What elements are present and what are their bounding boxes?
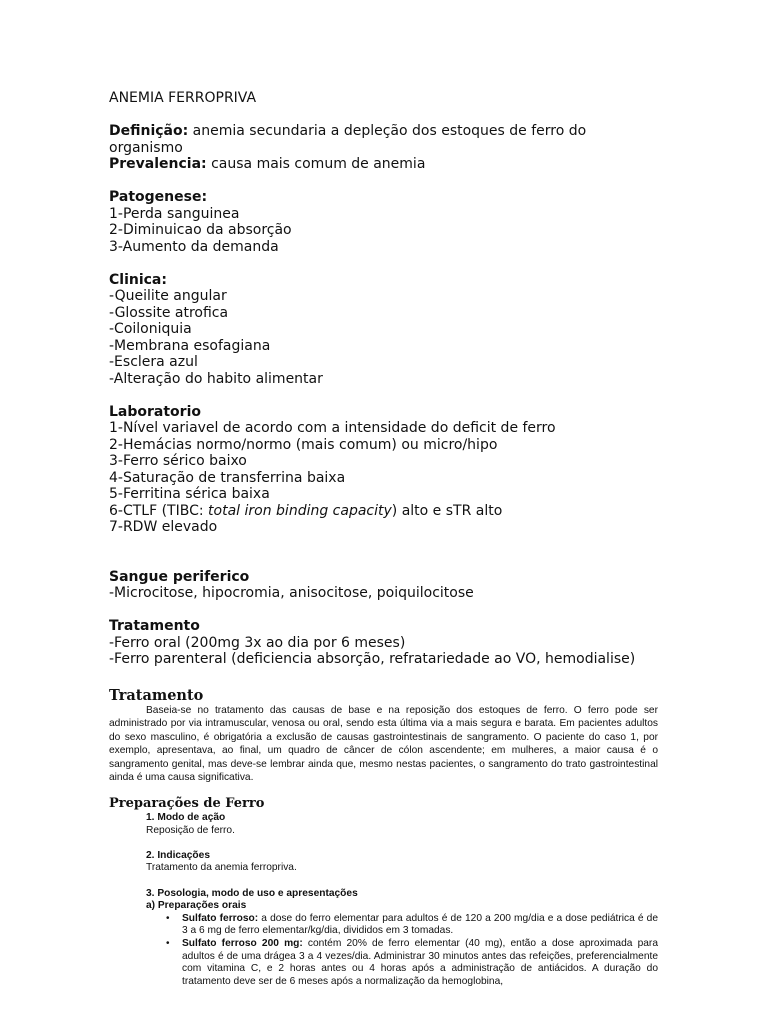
laboratorio-item: 5-Ferritina sérica baixa: [109, 486, 270, 502]
posologia-heading: 3. Posologia, modo de uso e apresentações: [146, 887, 358, 899]
tratamento-item: -Ferro oral (200mg 3x ao dia por 6 meses): [109, 634, 406, 651]
prevalencia-text: causa mais comum de anemia: [206, 156, 426, 172]
document-title: ANEMIA FERROPRIVA: [109, 90, 257, 106]
tratamento-heading: Tratamento: [109, 618, 200, 634]
clinica-item: -Membrana esofagiana: [109, 337, 271, 354]
clinica-item: -Esclera azul: [109, 354, 198, 370]
prevalencia-line: [109, 156, 729, 173]
sulfato-ferroso-text: a dose do ferro elementar para adultos é de 120 a 200 mg/dia e a dose pediátrica é de 3 a 6 mg de ferro elementar/kg/dia, divididos em 3 tomadas.: [182, 912, 658, 937]
preparacoes-orais-heading: a) Preparações orais: [146, 900, 247, 912]
clinica-item: -Queilite angular: [109, 288, 227, 304]
tratamento-section-title: Tratamento: [109, 687, 204, 704]
patogenese-item: 2-Diminuicao da absorção: [109, 222, 292, 238]
preparacoes-title: Preparações de Ferro: [109, 796, 265, 811]
laboratorio-item: 4-Saturação de transferrina baixa: [109, 469, 346, 486]
list-item: [146, 913, 658, 938]
modo-acao-heading: 1. Modo de ação: [146, 812, 226, 823]
sulfato-ferroso-200-text: contém 20% de ferro elementar (40 mg), então a dose aproximada para adultos é de uma drágea 3 a 4 vezes/dia. Administrar 30 minutos antes das refeições, preferencialmente com vitamina C, e 2 horas antes ou 4 horas após a administração de antiácidos. A duração do tratamento deve ser de 6 meses após a normalização da hemoglobina,: [182, 937, 658, 987]
clinica-item: -Glossite atrofica: [109, 304, 229, 321]
laboratorio-item: 1-Nível variavel de acordo com a intensidade do deficit de ferro: [109, 420, 556, 436]
tratamento-item: -Ferro parenteral (deficiencia absorção, refratariedade ao VO, hemodialise): [109, 651, 636, 667]
bullet-icon: •: [166, 912, 170, 924]
sangue-heading: Sangue periferico: [109, 568, 250, 585]
definicao-text-continued: organismo: [109, 139, 183, 156]
definicao-line: [109, 123, 729, 140]
summary-section: [109, 90, 729, 668]
sulfato-ferroso-200-label: Sulfato ferroso 200 mg:: [182, 937, 303, 949]
patogenese-item: 1-Perda sanguinea: [109, 205, 240, 222]
definicao-label: Definição:: [109, 123, 189, 139]
modo-acao-text: Reposição de ferro.: [146, 824, 235, 836]
preparacoes-list: [146, 812, 658, 988]
indicacoes-heading: 2. Indicações: [146, 849, 210, 861]
ctlf-prefix: 6-CTLF (TIBC:: [109, 502, 209, 519]
indicacoes-text: Tratamento da anemia ferropriva.: [146, 862, 297, 874]
clinica-item: -Coiloniquia: [109, 321, 192, 337]
laboratorio-item: 3-Ferro sérico baixo: [109, 453, 247, 469]
patogenese-heading: Patogenese:: [109, 189, 208, 205]
prevalencia-label: Prevalencia:: [109, 156, 207, 172]
bullet-icon: •: [166, 937, 170, 949]
laboratorio-item: 7-RDW elevado: [109, 519, 218, 535]
definicao-text: anemia secundaria a depleção dos estoques de ferro do: [188, 123, 587, 139]
sulfato-ferroso-label: Sulfato ferroso:: [182, 912, 259, 924]
list-item: [146, 938, 658, 988]
sangue-text: -Microcitose, hipocromia, anisocitose, poiquilocitose: [109, 585, 474, 601]
ctlf-italic-term: total iron binding capacity: [208, 502, 392, 519]
clinica-heading: Clinica:: [109, 271, 167, 288]
laboratorio-item-ctlf: [109, 503, 729, 520]
clinica-item: -Alteração do habito alimentar: [109, 370, 323, 387]
ctlf-suffix: ) alto e sTR alto: [391, 502, 503, 519]
laboratorio-heading: Laboratorio: [109, 403, 201, 420]
laboratorio-item: 2-Hemácias normo/normo (mais comum) ou micro/hipo: [109, 436, 498, 453]
tratamento-paragraph: Baseia-se no tratamento das causas de base e na reposição dos estoques de ferro. O ferro pode ser administrado por via intramuscular, venosa ou oral, sendo esta última via a mais segura e barata. Em pacientes adultos do sexo masculino, é obrigatória a exclusão de causas gastrointestinais de sangramento. O paciente do caso 1, por exemplo, apresentava, ao final, um quadro de câncer de cólon ascendente; em mulheres, a maior causa é o sangramento genital, mas deve-se lembrar ainda que, mesmo nestas pacientes, o sangramento do trato gastrointestinal ainda é uma causa significativa.: [109, 705, 658, 784]
patogenese-item: 3-Aumento da demanda: [109, 238, 279, 255]
